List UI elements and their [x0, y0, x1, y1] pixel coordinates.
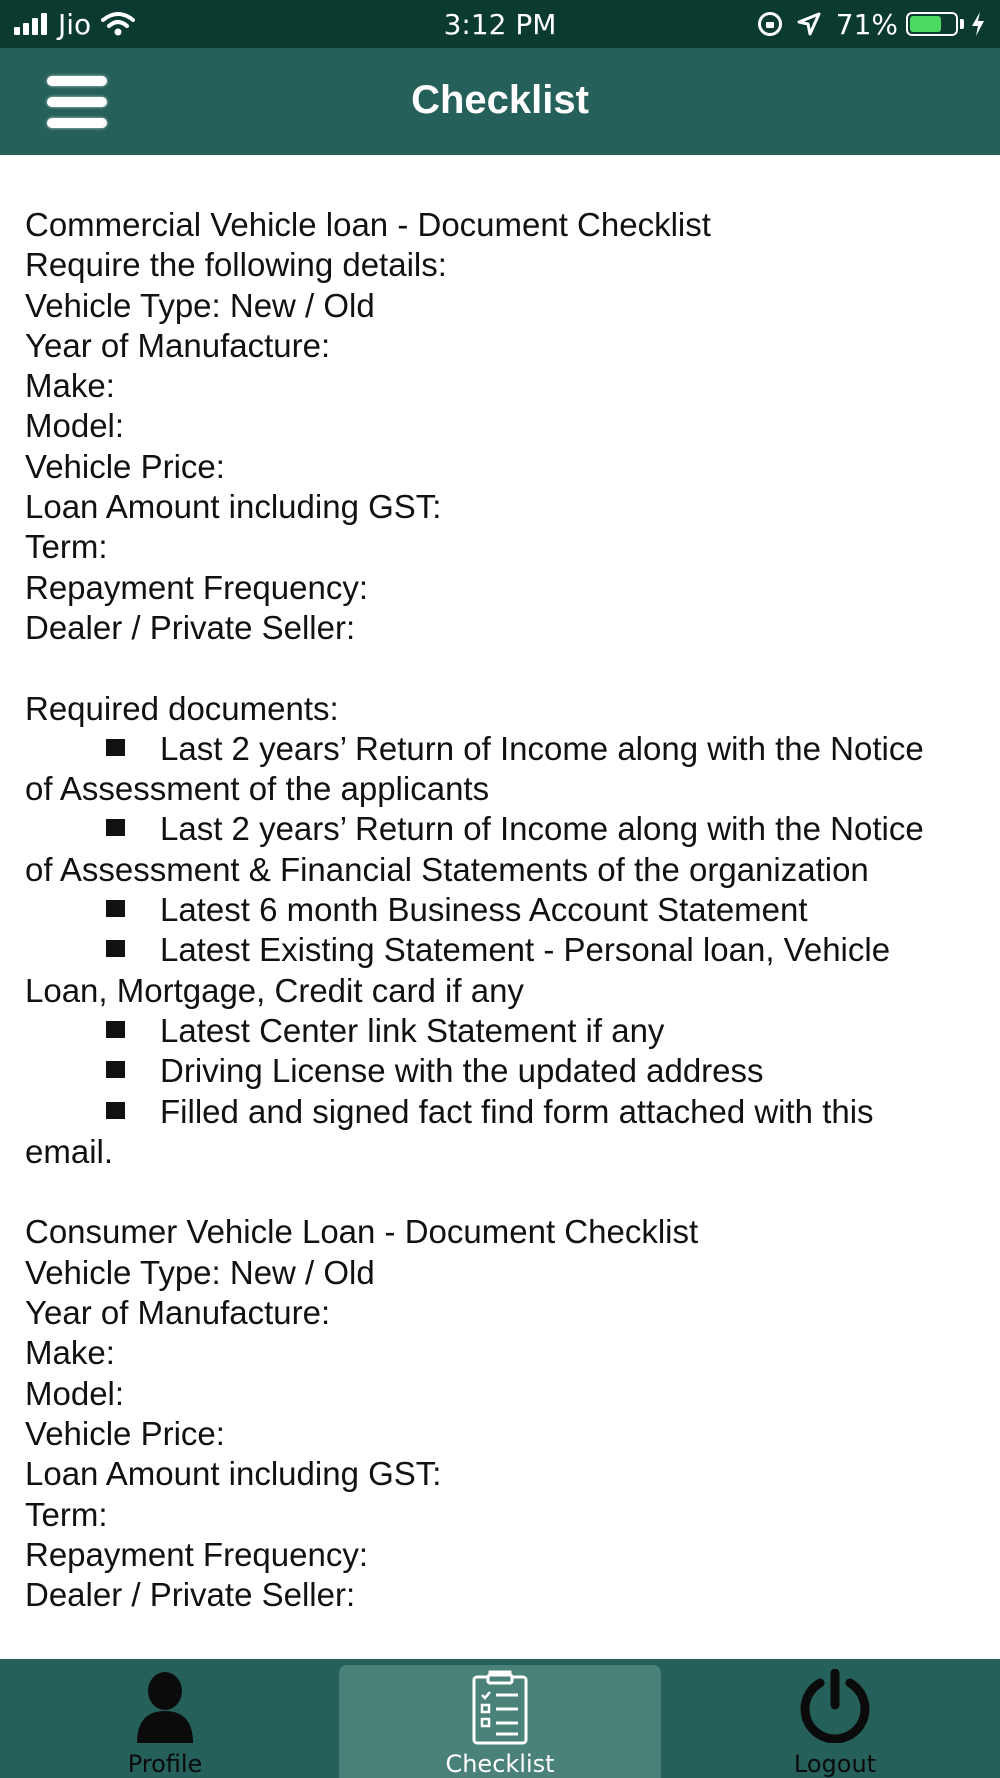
- section-title: Consumer Vehicle Loan - Document Checklist: [25, 1213, 699, 1251]
- doc-item: [25, 890, 985, 930]
- doc-item: [25, 1011, 985, 1051]
- detail-field: Vehicle Type: New / Old: [25, 286, 375, 324]
- required-docs-list: [25, 729, 985, 1172]
- detail-field: Term:: [25, 528, 108, 566]
- doc-item: [25, 809, 985, 849]
- tab-checklist[interactable]: [339, 1665, 661, 1778]
- status-bar: [0, 0, 1000, 48]
- doc-item: [25, 729, 985, 769]
- detail-field: Model:: [25, 407, 125, 445]
- doc-item-text: Last 2 years’ Return of Income along with the Notice: [160, 810, 924, 848]
- battery-cap: [960, 19, 964, 29]
- detail-field: Loan Amount including GST:: [25, 1455, 442, 1493]
- detail-field: Year of Manufacture:: [25, 1294, 331, 1332]
- status-right: [758, 8, 986, 40]
- page-title: Checklist: [411, 78, 589, 122]
- detail-field: Make:: [25, 367, 115, 405]
- doc-item-continued: of Assessment & Financial Statements of the organization: [25, 850, 869, 888]
- tab-label: Logout: [793, 1750, 877, 1778]
- detail-fields-list: [25, 1253, 985, 1616]
- doc-item-continued: email.: [25, 1132, 114, 1170]
- tab-label: Checklist: [445, 1750, 555, 1778]
- detail-field: Year of Manufacture:: [25, 326, 331, 364]
- doc-item-text: Last 2 years’ Return of Income along with the Notice: [160, 729, 924, 767]
- bullet-icon: [106, 739, 125, 756]
- docs-heading: Required documents:: [25, 689, 339, 727]
- doc-item-text: Driving License with the updated address: [160, 1052, 764, 1090]
- detail-field: Vehicle Price:: [25, 1414, 225, 1452]
- bullet-icon: [106, 900, 125, 917]
- doc-item-continued: of Assessment of the applicants: [25, 770, 490, 808]
- bullet-icon: [106, 1021, 125, 1038]
- battery-fill: [910, 16, 941, 32]
- detail-field: Dealer / Private Seller:: [25, 608, 356, 646]
- clipboard-checklist-icon: [470, 1669, 530, 1745]
- power-icon: [798, 1669, 872, 1743]
- app-header: [0, 48, 1000, 155]
- doc-item-text: Filled and signed fact find form attached with this: [160, 1092, 874, 1130]
- detail-field: Loan Amount including GST:: [25, 488, 442, 526]
- battery-percent: 71%: [835, 7, 898, 41]
- battery-icon: [906, 12, 958, 36]
- doc-item-text: Latest Existing Statement - Personal loan, Vehicle: [160, 931, 891, 969]
- carrier-name: Jio: [58, 7, 92, 41]
- status-time: 3:12 PM: [443, 8, 557, 41]
- detail-field: Dealer / Private Seller:: [25, 1576, 356, 1614]
- detail-field: Vehicle Type: New / Old: [25, 1253, 375, 1291]
- charging-bolt-icon: [970, 11, 986, 37]
- bullet-icon: [106, 1102, 125, 1119]
- detail-field: Vehicle Price:: [25, 447, 225, 485]
- detail-field: Term:: [25, 1495, 108, 1533]
- doc-item-text: Latest 6 month Business Account Statement: [160, 891, 808, 929]
- person-icon: [135, 1671, 195, 1743]
- section-title: Commercial Vehicle loan - Document Checklist: [25, 206, 711, 243]
- doc-item: [25, 930, 985, 970]
- detail-fields-list: [25, 286, 985, 649]
- tab-logout[interactable]: [760, 1659, 910, 1778]
- detail-field: Make:: [25, 1334, 115, 1372]
- tab-profile[interactable]: [90, 1659, 240, 1778]
- bullet-icon: [106, 1061, 125, 1078]
- doc-item: [25, 1051, 985, 1091]
- checklist-content: [25, 205, 985, 1615]
- doc-item-text: Latest Center link Statement if any: [160, 1011, 665, 1049]
- tab-label: Profile: [127, 1750, 203, 1778]
- doc-item-continued: Loan, Mortgage, Credit card if any: [25, 971, 524, 1009]
- location-arrow-icon: [796, 11, 822, 37]
- doc-item: [25, 1092, 985, 1132]
- rotation-lock-icon: [758, 12, 782, 36]
- detail-field: Repayment Frequency:: [25, 568, 369, 606]
- bullet-icon: [106, 819, 125, 836]
- section-intro: Require the following details:: [25, 246, 447, 284]
- detail-field: Repayment Frequency:: [25, 1535, 369, 1573]
- bottom-tab-bar: [0, 1659, 1000, 1778]
- bullet-icon: [106, 940, 125, 957]
- detail-field: Model:: [25, 1374, 125, 1412]
